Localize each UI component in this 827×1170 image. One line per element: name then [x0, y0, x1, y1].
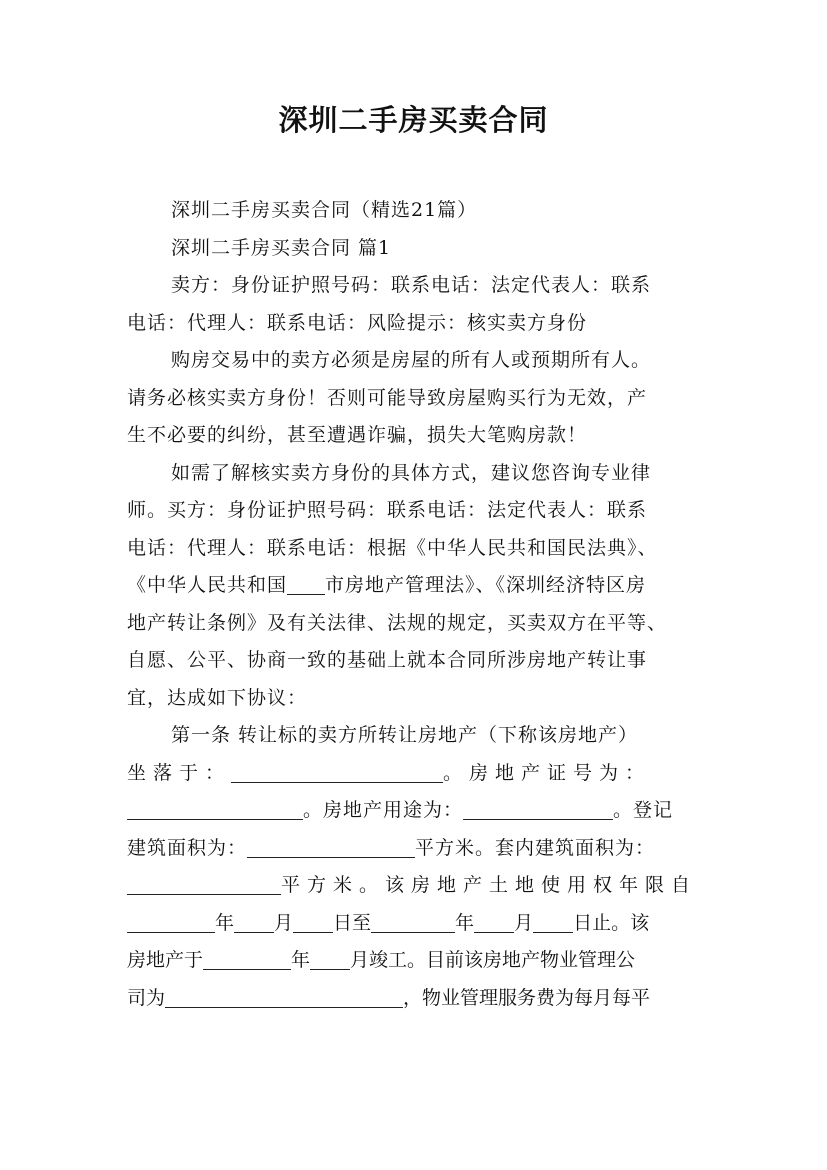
text-segment: 月 — [274, 911, 294, 934]
paragraph-line: 电话：代理人：联系电话：风险提示：核实卖方身份 — [127, 311, 588, 334]
paragraph-line — [127, 980, 707, 1018]
text-segment: 日至 — [333, 911, 372, 934]
document-title: 深圳二手房买卖合同 — [278, 103, 549, 137]
text-segment: 。登记 — [613, 799, 674, 821]
paragraph-line: 师。买方：身份证护照号码：联系电话：法定代表人：联系 — [127, 499, 648, 521]
paragraph-line — [127, 567, 707, 605]
fill-blank-property-management-company[interactable] — [165, 983, 403, 1008]
text-segment: 房地产于 — [127, 949, 204, 971]
fill-blank-city[interactable] — [287, 570, 325, 595]
fill-blank-start-month[interactable] — [234, 908, 274, 933]
fill-blank-completion-year[interactable] — [203, 945, 291, 970]
fill-blank-registered-area[interactable] — [247, 833, 415, 858]
text-segment: 。房地产用途为： — [303, 799, 464, 821]
paragraph-line — [127, 755, 707, 793]
paragraph-line — [127, 830, 707, 868]
fill-blank-certificate-number[interactable] — [127, 795, 303, 820]
paragraph-line — [127, 905, 707, 943]
paragraph-line: 自愿、公平、协商一致的基础上就本合同所涉房地产转让事 — [127, 649, 648, 671]
fill-blank-location[interactable] — [231, 758, 443, 783]
fill-blank-end-day[interactable] — [533, 908, 573, 933]
text-segment: 。房地产证号为： — [443, 761, 652, 784]
paragraph-line: 地产转让条例》及有关法律、法规的规定，买卖双方在平等、 — [127, 611, 668, 634]
fill-blank-completion-month[interactable] — [310, 945, 350, 970]
paragraph-line: 生不必要的纠纷，甚至遭遇诈骗，损失大笔购房款！ — [127, 424, 588, 446]
paragraph-line — [127, 792, 707, 830]
paragraph-line: 如需了解核实卖方身份的具体方式，建议您咨询专业律 — [171, 461, 652, 484]
paragraph-line: 购房交易中的卖方必须是房屋的所有人或预期所有人。 — [171, 349, 652, 371]
text-segment: 月竣工。目前该房地产物业管理公 — [350, 949, 636, 971]
fill-blank-start-day[interactable] — [293, 908, 333, 933]
article-heading: 第一条 转让标的卖方所转让房地产（下称该房地产） — [171, 724, 639, 746]
text-segment: 年 — [455, 911, 475, 934]
text-segment: 建筑面积为： — [127, 836, 248, 859]
text-segment: 市房地产管理法》、《深圳经济特区房 — [325, 574, 647, 596]
text-segment: 年 — [291, 949, 311, 971]
text-segment: 平方米。该房地产土地使用权年限自 — [281, 874, 698, 896]
paragraph-line — [127, 942, 707, 980]
fill-blank-end-month[interactable] — [474, 908, 514, 933]
text-segment: 平方米。套内建筑面积为： — [415, 836, 656, 859]
text-segment: ，物业管理服务费为每月每平 — [403, 986, 651, 1009]
text-segment: 日止。该 — [573, 911, 650, 934]
text-segment: 月 — [514, 911, 534, 934]
fill-blank-inner-area[interactable] — [127, 870, 281, 895]
document-body — [127, 192, 707, 1017]
text-segment: 司为 — [127, 986, 166, 1009]
subtitle: 深圳二手房买卖合同（精选21篇） — [171, 199, 478, 221]
text-segment: 年 — [215, 911, 235, 934]
fill-blank-start-year[interactable] — [127, 908, 215, 933]
fill-blank-end-year[interactable] — [371, 908, 455, 933]
chapter-heading: 深圳二手房买卖合同 篇1 — [171, 236, 392, 259]
paragraph-line: 电话：代理人：联系电话：根据《中华人民共和国民法典》、 — [127, 536, 658, 559]
fill-blank-property-use[interactable] — [463, 795, 613, 820]
text-segment: 《中华人民共和国 — [127, 574, 288, 596]
text-segment: 坐落于： — [127, 761, 232, 784]
paragraph-line — [127, 867, 707, 905]
paragraph-line: 卖方：身份证护照号码：联系电话：法定代表人：联系 — [171, 274, 652, 296]
paragraph-line: 宜，达成如下协议： — [127, 686, 308, 709]
paragraph-line: 请务必核实卖方身份！否则可能导致房屋购买行为无效，产 — [127, 386, 648, 409]
